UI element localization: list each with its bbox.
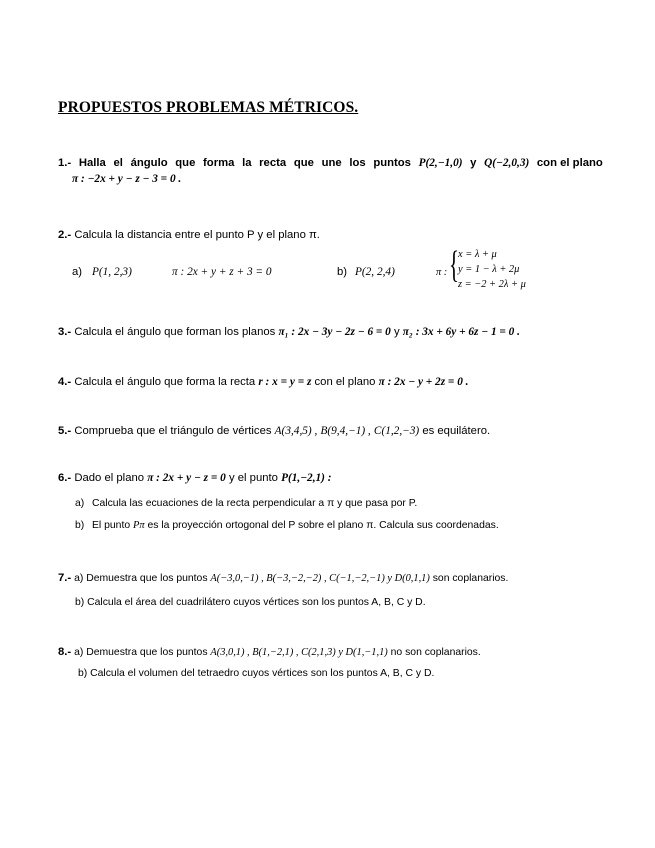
problem-6-statement: 6.- Dado el plano π : 2x + y − z = 0 y el punto P(1,−2,1) : (58, 472, 332, 484)
problem-4-plane: π : 2x − y + 2z = 0 . (378, 376, 469, 388)
problem-6-plane: π : 2x + y − z = 0 (147, 472, 226, 484)
problem-2-b-label: b) (337, 266, 348, 278)
problem-8-b-label: b) (78, 668, 88, 679)
problem-8-a-label: a) (74, 647, 84, 658)
problem-6-a-text: Calcula las ecuaciones de la recta perpendicular a π y que pasa por P. (92, 498, 418, 509)
problem-8-number: 8.- (58, 646, 72, 658)
problem-3-statement: 3.- Calcula el ángulo que forman los planos π₁ : 2x − 3y − 2z − 6 = 0 y π₂ : 3x + 6y + 6z − 1 = 0 . (58, 326, 520, 338)
problem-5-vertex-a: A(3,4,5) , (274, 425, 318, 437)
problem-6-projection-symbol: Pπ (133, 520, 145, 531)
problem-8-a: 8.- a) Demuestra que los puntos A(3,0,1) , B(1,−2,1) , C(2,1,3) y D(1,−1,1) no son coplanarios. (58, 646, 481, 658)
problem-7-number: 7.- (58, 572, 72, 584)
problem-1-number: 1.- (58, 157, 72, 169)
problem-4-line: r : x = y = z (258, 376, 312, 388)
problem-1-line-1: 1.- Halla el ángulo que forma la recta que une los puntos P(2,−1,0) y Q(−2,0,3) con el plano (58, 157, 603, 169)
problem-6-b-text: El punto Pπ es la proyección ortogonal del P sobre el plano π. Calcula sus coordenadas. (92, 520, 499, 531)
problem-4-statement: 4.- Calcula el ángulo que forma la recta r : x = y = z con el plano π : 2x − y + 2z = 0 . (58, 376, 469, 388)
problem-7-a-label: a) (74, 573, 84, 584)
problem-5-statement: 5.- Comprueba que el triángulo de vértices A(3,4,5) , B(9,4,−1) , C(1,2,−3) es equilátero. (58, 425, 491, 437)
page-title: PROPUESTOS PROBLEMAS MÉTRICOS. (58, 99, 359, 116)
problem-6-number: 6.- (58, 472, 72, 484)
problem-2-a-label: a) (72, 266, 83, 278)
problem-3-plane-2: π₂ : 3x + 6y + 6z − 1 = 0 . (402, 326, 520, 338)
problem-2-a-plane: π : 2x + y + z + 3 = 0 (172, 266, 272, 278)
problem-2-a-point: P(1, 2,3) (92, 266, 132, 278)
problem-7-points: A(−3,0,−1) , B(−3,−2,−2) , C(−1,−2,−1) y D(0,1,1) (210, 573, 430, 584)
problem-4-number: 4.- (58, 376, 72, 388)
problem-1-point-q: Q(−2,0,3) (484, 157, 530, 169)
problem-2-system-eq-2: y = 1 − λ + 2μ (458, 264, 520, 275)
problem-1-point-p: P(2,−1,0) (418, 157, 463, 169)
problem-7-b: b) Calcula el área del cuadrilátero cuyos vértices son los puntos A, B, C y D. (75, 597, 426, 608)
problem-6-b-label: b) (75, 520, 85, 531)
problem-1-plane: π : −2x + y − z − 3 = 0 . (72, 173, 182, 185)
problem-2-system-eq-3: z = −2 + 2λ + μ (458, 279, 526, 290)
problem-7-b-label: b) (75, 597, 85, 608)
problem-3-plane-1: π₁ : 2x − 3y − 2z − 6 = 0 (278, 326, 391, 338)
problem-6-point: P(1,−2,1) : (281, 472, 332, 484)
problem-2-pi-label: π : (436, 267, 448, 278)
problem-2-system-brace: { (449, 244, 460, 286)
problem-2-system-eq-1: x = λ + μ (458, 249, 497, 260)
problem-6-a-label: a) (75, 498, 85, 509)
problem-5-vertex-c: C(1,2,−3) (373, 425, 420, 437)
problem-3-number: 3.- (58, 326, 72, 338)
problem-2-statement: 2.- Calcula la distancia entre el punto P y el plano π. (58, 229, 320, 241)
problem-8-points: A(3,0,1) , B(1,−2,1) , C(2,1,3) y D(1,−1,1) (210, 647, 388, 658)
problem-8-b: b) Calcula el volumen del tetraedro cuyos vértices son los puntos A, B, C y D. (78, 668, 435, 679)
problem-7-a: 7.- a) Demuestra que los puntos A(−3,0,−1) , B(−3,−2,−2) , C(−1,−2,−1) y D(0,1,1) son coplanarios. (58, 572, 509, 584)
problem-2-b-point: P(2, 2,4) (355, 266, 395, 278)
problem-2-number: 2.- (58, 229, 72, 241)
problem-5-number: 5.- (58, 425, 72, 437)
problem-5-vertex-b: B(9,4,−1) , (320, 425, 371, 437)
